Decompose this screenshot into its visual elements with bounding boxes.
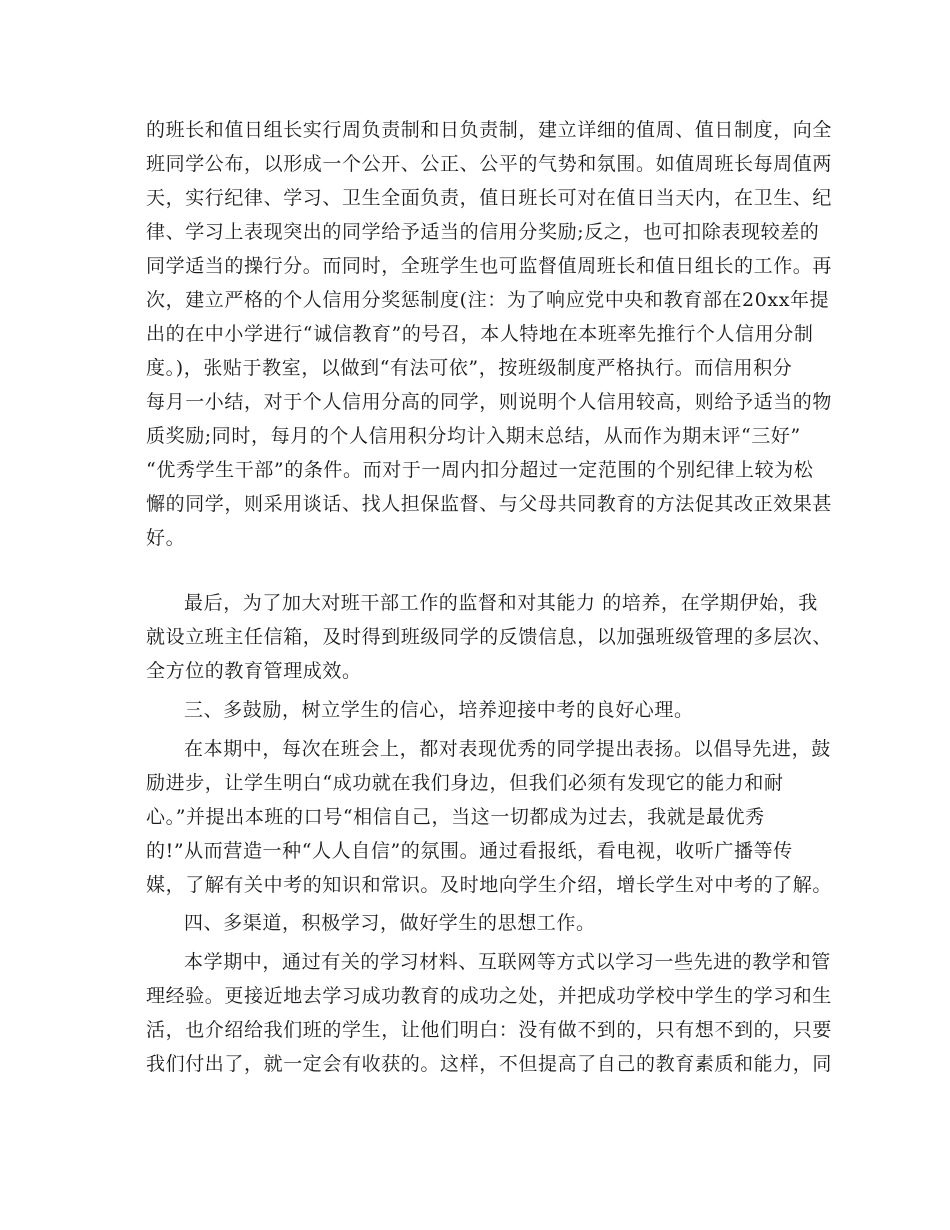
text-line: 我们付出了，就一定会有收获的。这样，不但提高了自己的教育素质和能力，同 [146, 1053, 833, 1075]
text-line: 天，实行纪律、学习、卫生全面负责，值日班长可对在值日当天内，在卫生、纪 [146, 187, 833, 209]
text-line: 同学适当的操行分。而同时，全班学生也可监督值周班长和值日组长的工作。再 [146, 255, 833, 277]
paragraph-first-line: 本学期中，通过有关的学习材料、互联网等方式以学习一些先进的教学和管 [184, 951, 831, 973]
text-line: 的!”从而营造一种“人人自信”的氛围。通过看报纸，看电视，收听广播等传 [146, 840, 793, 862]
text-line: 出的在中小学进行“诚信教育”的号召，本人特地在本班率先推行个人信用分制 [146, 323, 814, 345]
text-line: 班同学公布，以形成一个公开、公正、公平的气势和氛围。如值周班长每周值两 [146, 153, 833, 175]
text-line: 好。 [146, 527, 186, 549]
text-line: 懈的同学，则采用谈话、找人担保监督、与父母共同教育的方法促其改正效果甚 [146, 493, 833, 515]
text-line: 律、学习上表现突出的同学给予适当的信用分奖励;反之，也可扣除表现较差的 [146, 221, 820, 243]
text-line: 活，也介绍给我们班的学生，让他们明白：没有做不到的，只有想不到的，只要 [146, 1019, 833, 1041]
text-line: 度。)，张贴于教室，以做到“有法可依”，按班级制度严格执行。而信用积分 [146, 357, 793, 379]
text-line: 的班长和值日组长实行周负责制和日负责制，建立详细的值周、值日制度，向全 [146, 119, 833, 141]
text-line: 励进步，让学生明白“成功就在我们身边，但我们必须有发现它的能力和耐 [146, 772, 784, 794]
text-line: 就设立班主任信箱，及时得到班级同学的反馈信息，以加强班级管理的多层次、 [146, 626, 833, 648]
text-line: 次，建立严格的个人信用分奖惩制度(注：为了响应党中央和教育部在20xx年提 [146, 289, 830, 311]
text-line: 全方位的教育管理成效。 [146, 660, 362, 682]
text-line: 理经验。更接近地去学习成功教育的成功之处，并把成功学校中学生的学习和生 [146, 985, 833, 1007]
text-line: “优秀学生干部”的条件。而对于一周内扣分超过一定范围的个别纪律上较为松 [146, 459, 814, 481]
section-heading: 三、多鼓励，树立学生的信心，培养迎接中考的良好心理。 [184, 699, 694, 721]
text-line: 每月一小结，对于个人信用分高的同学，则说明个人信用较高，则给予适当的物 [146, 391, 833, 413]
text-line: 心。”并提出本班的口号“相信自己，当这一切都成为过去，我就是最优秀 [146, 806, 765, 828]
section-heading: 四、多渠道，积极学习，做好学生的思想工作。 [184, 912, 596, 934]
text-line: 质奖励;同时，每月的个人信用积分均计入期末总结，从而作为期末评“三好” [146, 425, 801, 447]
paragraph-first-line: 最后，为了加大对班干部工作的监督和对其能力 的培养，在学期伊始，我 [184, 592, 818, 614]
text-line: 媒，了解有关中考的知识和常识。及时地向学生介绍，增长学生对中考的了解。 [146, 874, 833, 896]
paragraph-first-line: 在本期中，每次在班会上，都对表现优秀的同学提出表扬。以倡导先进，鼓 [184, 738, 831, 760]
